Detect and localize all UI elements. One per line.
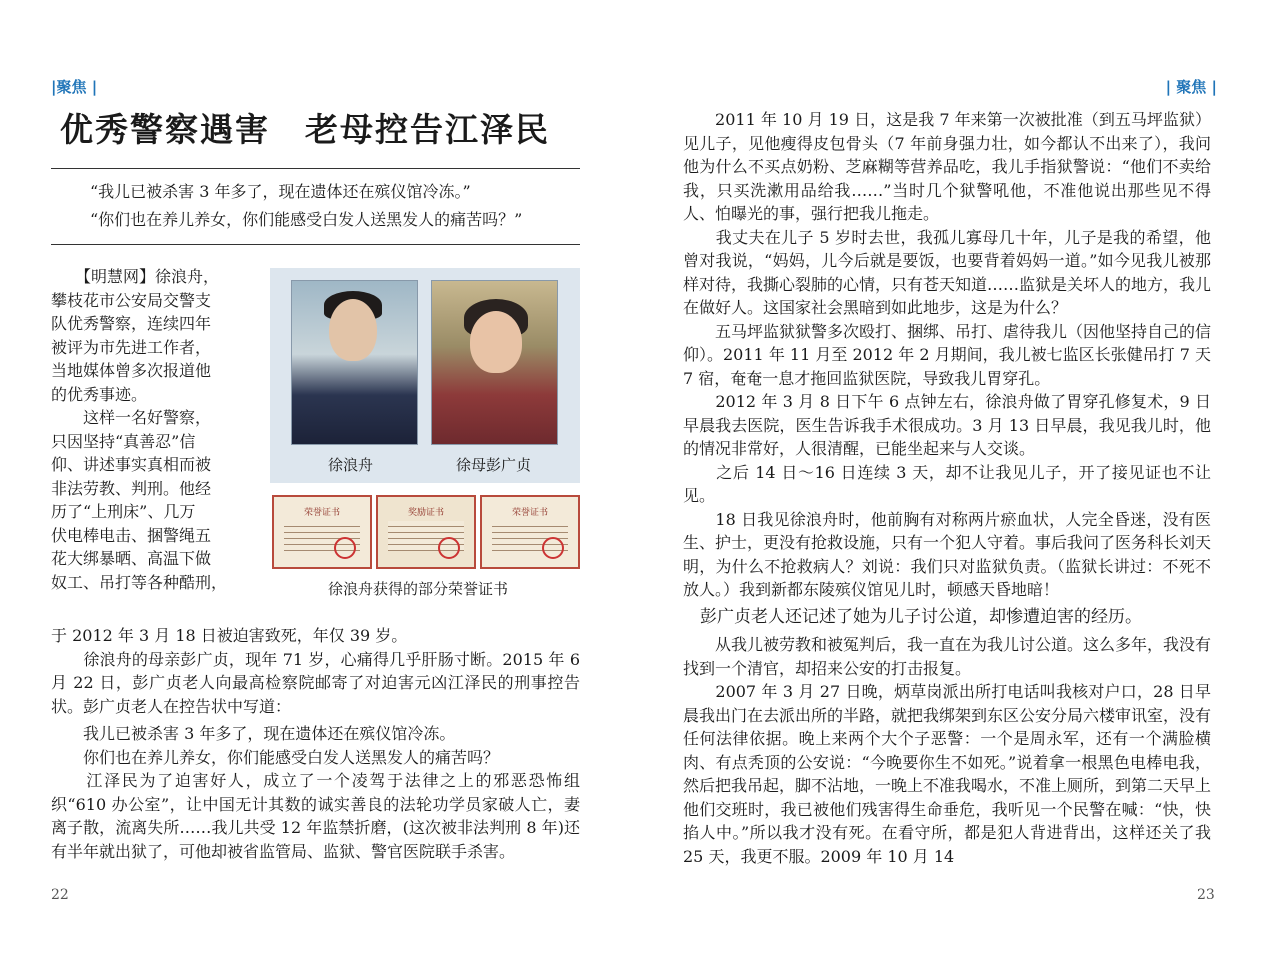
face-shape [470,311,522,373]
text-line: 这样一名好警察， [51,408,212,427]
section-tag [1166,76,1217,97]
photo-caption: 徐母彭广贞 [456,456,532,474]
text-line: 只因坚持“真善忍”信 [51,431,196,451]
text-line: 【明慧网】徐浪舟， [51,267,220,286]
divider-top [51,168,580,169]
seal-icon [334,537,356,559]
tag-bar-left: | [51,78,57,96]
certificate-image [376,495,476,569]
paragraph: 于 2012 年 3 月 18 日被迫害致死，年仅 39 岁。 [51,626,408,645]
tag-bar-left: | [1165,78,1177,96]
text-line: 奴工、吊打等各种酷刑， [51,572,228,592]
quoted-paragraph: 我儿已被杀害 3 年多了，现在遗体还在殡仪馆冷冻。 [51,724,456,743]
honor-certificates [272,495,580,567]
subheading: 彭广贞老人还记述了她为儿子讨公道，却惨遭迫害的经历。 [700,606,1142,627]
paragraph: 2007 年 3 月 27 日晚，炳草岗派出所打电话叫我核对户口，28 日早晨我出门在去派出所的半路，就把我绑架到东区公安分局六楼审讯室，没有任何法律依据。晚上来两个大个子恶警：一个是周永军，还有一个满脸横肉、有点秃顶的公安说：“今晚要你生不如死。”说着拿一根黑色电棒电我，然后把我吊起，脚不沾地，一晚上不准我喝水，不准上厕所，到第二天早上他们交班时，我已被他们残害得生命垂危，我听见一个民警在喊：“快，快掐人中。”所以我才没有死。在看守所，都是犯人背进背出，这样还关了我 25 天，我更不服。2009 年 10 月 14 [683,682,1212,866]
paragraph: 2012 年 3 月 8 日下午 6 点钟左右，徐浪舟做了胃穿孔修复术，9 日早晨我去医院，医生告诉我手术很成功。3 月 13 日早晨，我见我儿时，他的情况非常好，人很清醒，已能坐起来与人交谈。 [683,392,1211,458]
text-line: 伏电棒电击、捆警绳五 [51,525,212,545]
paragraph: 之后 14 日～16 日连续 3 天，却不让我见儿子，开了接见证也不让见。 [683,462,1211,505]
paragraph: 18 日我见徐浪舟时，他前胸有对称两片瘀血状，人完全昏迷，没有医生、护士，更没有抢救设施，只有一个犯人守着。事后我问了医务科长刘天明，为什么不抢救病人？刘说：我们只对监狱负责。（监狱长讲过：不死不放人。）我到新都东陵殡仪馆见儿时，顿感天昏地暗！ [683,509,1212,599]
certificate-image [272,495,372,569]
left-page [0,0,632,978]
text-line: 历了“上刑床”、几万 [51,502,196,521]
text-line: 的优秀事迹。 [51,384,148,404]
paragraph: 五马坪监狱狱警多次殴打、捆绑、吊打、虐待我儿（因他坚持自己的信仰）。2011 年 11 月至 2012 年 2 月期间，我儿被七监区长张健吊打 7 天 7 宿，奄奄一息才拖回监狱医院，导致我儿胃穿孔。 [683,321,1212,388]
text-line: 队优秀警察，连续四年 [51,314,212,333]
photo-caption: 徐浪舟 [328,456,374,474]
face-shape [329,299,377,361]
text-line: 仰、讲述事实真相而被 [51,455,212,474]
text-line: 被评为市先进工作者， [51,337,212,357]
intro-text-narrow [51,265,259,594]
pull-quote-line: “我儿已被杀害 3 年多了，现在遗体还在殡仪馆冷冻。” [90,182,471,201]
certificate-title: 荣誉证书 [303,508,340,518]
portrait-peng-guangzhen [431,280,558,445]
section-tag-label: 聚焦 [1176,78,1207,96]
seal-icon [542,537,564,559]
text-line: 当地媒体曾多次报道他 [51,361,212,380]
paragraph: 徐浪舟的母亲彭广贞，现年 71 岁，心痛得几乎肝肠寸断。2015 年 6 月 22 日，彭广贞老人向最高检察院邮寄了对迫害元凶江泽民的刑事控告状。彭广贞老人在控告状中写道： [51,649,580,716]
article-body-right [683,108,1211,868]
quoted-paragraph: 你们也在养儿养女，你们能感受白发人送黑发人的痛苦吗？ [51,747,500,767]
pull-quote [90,178,580,234]
paragraph: 从我儿被劳教和被冤判后，我一直在为我儿讨公道。这么多年，我没有找到一个清官，却招来公安的打击报复。 [683,635,1212,678]
tag-bar-right: | [86,78,98,96]
divider-bottom [51,244,580,245]
certificate-title: 荣誉证书 [511,508,548,518]
text-line: 非法劳教、判刑。他经 [51,478,212,498]
section-tag [51,76,97,97]
seal-icon [438,537,460,559]
paragraph: 2011 年 10 月 19 日，这是我 7 年来第一次被批准（到五马坪监狱）见儿子，见他瘦得皮包骨头（7 年前身强力壮，如今都认不出来了），我问他为什么不买点奶粉、芝麻糊等营养品吃，我儿手指狱警说：“他们不卖给我，只买洗漱用品给我……”当时几个狱警吼他，不准他说出那些见不得人、怕曝光的事，强行把我儿拖走。 [683,110,1211,223]
photo-panel [270,268,580,483]
text-line: 花大绑暴晒、高温下做 [51,549,212,568]
section-tag-label: 聚焦 [56,78,87,96]
portrait-xu-langzhou [291,280,418,445]
article-body-left [51,624,580,863]
page-number: 22 [51,887,69,903]
page-number: 23 [1197,887,1215,903]
tag-bar-right: | [1206,78,1217,96]
certificate-title: 奖励证书 [407,508,444,518]
article-headline: 优秀警察遇害 老母控告江泽民 [60,110,550,149]
paragraph: 我丈夫在儿子 5 岁时去世，我孤儿寡母几十年，儿子是我的希望，他曾对我说，“妈妈，儿今后就是要饭，也要背着妈妈一道。”如今见我儿被那样对待，我撕心裂肺的心情，只有苍天知道……监狱是关坏人的地方，我儿在做好人。这国家社会黑暗到如此地步，这是为什么？ [683,227,1212,317]
text-line: 攀枝花市公安局交警支 [51,290,212,310]
certificate-caption: 徐浪舟获得的部分荣誉证书 [328,580,509,598]
certificate-image [480,495,580,569]
quoted-paragraph: 江泽民为了迫害好人，成立了一个凌驾于法律之上的邪恶恐怖组织“610 办公室”，让中国无计其数的诚实善良的法轮功学员家破人亡，妻离子散，流离失所……我儿共受 12 年监禁折磨，(这次被非法判刑 8 年)还有半年就出狱了，可他却被省监管局、监狱、警官医院联手杀害。 [51,771,580,861]
pull-quote-line: “你们也在养儿养女，你们能感受白发人送黑发人的痛苦吗？” [90,210,523,229]
